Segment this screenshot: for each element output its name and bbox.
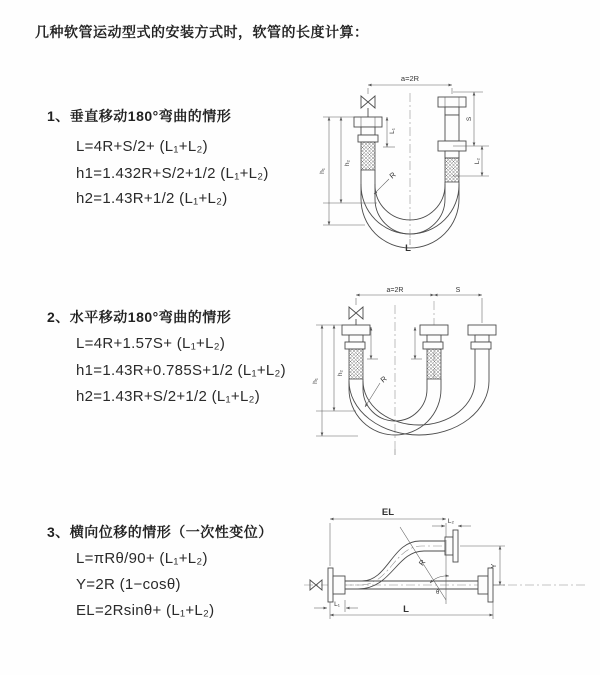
dim-label-l: L bbox=[403, 604, 409, 615]
braided-section bbox=[427, 349, 441, 379]
dim-label-l2: L₂ bbox=[447, 518, 455, 525]
left-fitting bbox=[354, 117, 382, 142]
diagram-lateral-displacement bbox=[296, 492, 596, 657]
dim-label-y: Y bbox=[491, 563, 498, 569]
diagram-horizontal-180-bend bbox=[298, 281, 595, 473]
formula-line: L=4R+S/2+ (L₁+L₂) bbox=[76, 138, 208, 155]
valve-icon bbox=[349, 307, 363, 325]
formula-line: L=4R+1.57S+ (L₁+L₂) bbox=[76, 335, 226, 352]
dim-label-h1: h₁ bbox=[312, 378, 319, 384]
hose-curves bbox=[349, 349, 489, 435]
dim-label-l1: L₁ bbox=[389, 128, 396, 134]
left-fitting bbox=[342, 325, 370, 349]
dim-label-l: L bbox=[405, 243, 411, 254]
dim-label-s: S bbox=[455, 287, 461, 294]
lower-right-flange bbox=[478, 568, 493, 602]
upper-right-flange bbox=[445, 530, 458, 562]
section-1-heading: 1、垂直移动180°弯曲的情形 bbox=[47, 108, 232, 124]
right-fitting bbox=[468, 325, 496, 349]
dim-label-h1: h₁ bbox=[319, 168, 326, 174]
dim-label-s: S bbox=[466, 116, 473, 122]
braided-section bbox=[349, 349, 363, 379]
braided-section bbox=[361, 142, 375, 170]
section-3-heading: 3、横向位移的情形（一次性变位） bbox=[47, 524, 273, 540]
s-curve-hose bbox=[345, 541, 445, 589]
formula-line: EL=2Rsinθ+ (L₁+L₂) bbox=[76, 602, 215, 619]
middle-fitting bbox=[420, 325, 448, 349]
formula-line: h2=1.43R+S/2+1/2 (L₁+L₂) bbox=[76, 388, 261, 405]
dim-label-l2: L₂ bbox=[474, 157, 481, 165]
dim-label-r: R bbox=[378, 374, 389, 385]
diagram-vertical-180-bend bbox=[303, 67, 593, 262]
braided-section bbox=[445, 158, 459, 182]
right-fitting bbox=[438, 97, 466, 158]
formula-line: h2=1.43R+1/2 (L₁+L₂) bbox=[76, 190, 228, 207]
left-flange bbox=[328, 568, 345, 602]
formula-line: Y=2R (1−cosθ) bbox=[76, 576, 181, 593]
dim-label-h2: h₂ bbox=[337, 369, 344, 377]
page-title: 几种软管运动型式的安装方式时，软管的长度计算： bbox=[35, 24, 369, 40]
dim-label-r: R bbox=[387, 170, 398, 181]
dim-label-el: EL bbox=[381, 507, 395, 518]
formula-line: h1=1.432R+S/2+1/2 (L₁+L₂) bbox=[76, 165, 269, 182]
dim-label-a2r: a=2R bbox=[400, 74, 420, 83]
section-2-heading: 2、水平移动180°弯曲的情形 bbox=[47, 309, 232, 325]
dim-label-r: R bbox=[416, 557, 428, 568]
formula-line: h1=1.43R+0.785S+1/2 (L₁+L₂) bbox=[76, 362, 286, 379]
formula-line: L=πRθ/90+ (L₁+L₂) bbox=[76, 550, 208, 567]
dim-label-h2: h₂ bbox=[344, 159, 351, 167]
valve-icon bbox=[361, 96, 375, 117]
dim-label-l1: L₁ bbox=[334, 601, 340, 608]
dim-label-a2r: a=2R bbox=[386, 287, 404, 294]
dim-label-theta: θ bbox=[436, 590, 440, 596]
